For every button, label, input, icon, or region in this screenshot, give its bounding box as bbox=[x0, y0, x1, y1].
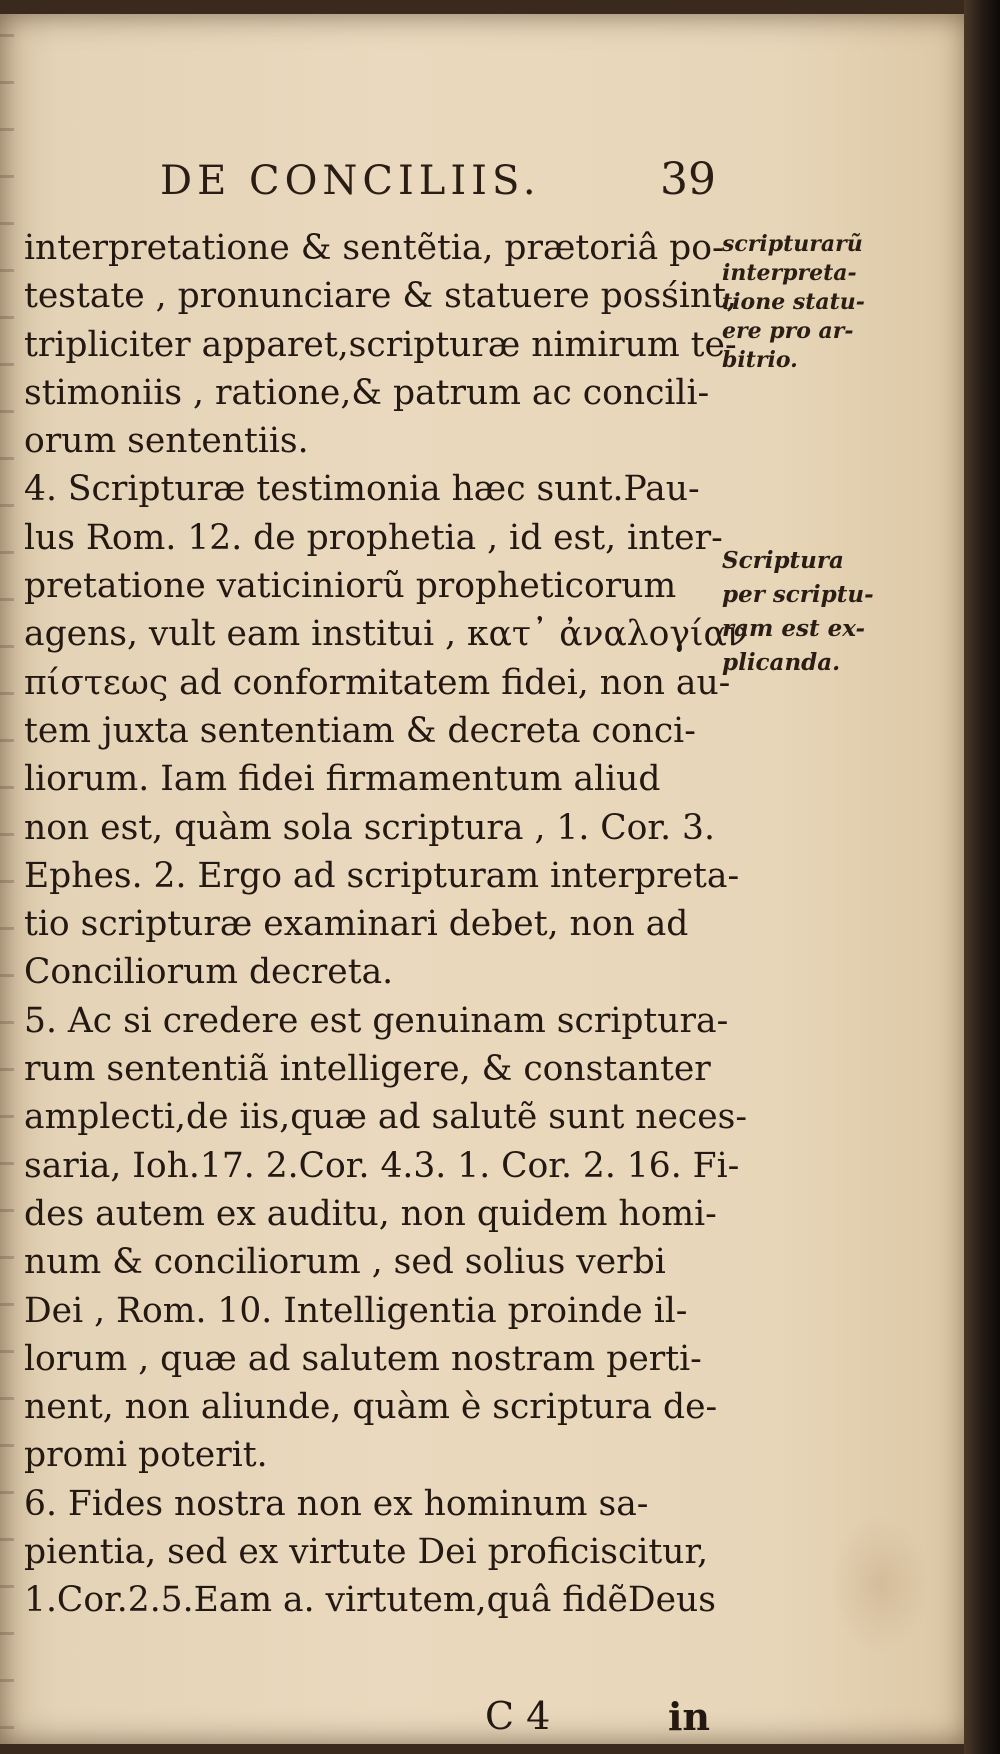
text-line: rum sententiã intelligere, & constanter bbox=[24, 1049, 711, 1090]
text-line: num & conciliorum , sed solius verbi bbox=[24, 1242, 666, 1283]
text-line: pientia, sed ex virtute Dei proficiscitur, bbox=[24, 1532, 709, 1573]
text-line: des autem ex auditu, non quidem homi- bbox=[24, 1193, 717, 1234]
paper-stain bbox=[830, 1514, 930, 1654]
margin-note-line: bitrio. bbox=[722, 347, 798, 373]
text-line: tripliciter apparet,scripturæ nimirum te- bbox=[24, 324, 737, 365]
margin-note-line: Scriptura bbox=[722, 547, 844, 574]
margin-note-line: interpreta- bbox=[722, 260, 857, 286]
book-edge bbox=[964, 0, 1000, 1754]
text-line: interpretatione & sentẽtia, prætoriâ po- bbox=[24, 228, 724, 268]
text-line: Dei , Rom. 10. Intelligentia proinde il- bbox=[24, 1290, 688, 1331]
text-line: tio scripturæ examinari debet, non ad bbox=[24, 904, 689, 945]
text-line: nent, non aliunde, quàm è scriptura de- bbox=[24, 1387, 718, 1428]
text-line: agens, vult eam institui , κατ᾽ ἀναλογίαν bbox=[24, 614, 748, 655]
text-line: liorum. Iam fidei firmamentum aliud bbox=[24, 759, 661, 800]
margin-note-line: scripturarũ bbox=[722, 231, 863, 257]
text-line: Conciliorum decreta. bbox=[24, 952, 394, 993]
main-text bbox=[24, 224, 748, 1625]
page-number: 39 bbox=[660, 154, 716, 205]
margin-note-line: plicanda. bbox=[722, 649, 841, 676]
text-line: tem juxta sententiam & decreta conci- bbox=[24, 710, 696, 751]
text-line: 5. Ac si credere est genuinam scriptura- bbox=[24, 1000, 729, 1041]
text-line: promi poterit. bbox=[24, 1435, 268, 1476]
running-head: DE CONCILIIS. bbox=[160, 158, 541, 204]
margin-note-interpretation bbox=[722, 230, 872, 375]
text-line: 4. Scripturæ testimonia hæc sunt.Pau- bbox=[24, 469, 700, 510]
text-line: 6. Fides nostra non ex hominum sa- bbox=[24, 1483, 649, 1524]
text-line: πίστεως ad conformitatem fidei, non au- bbox=[24, 662, 731, 703]
text-line: stimoniis , ratione,& patrum ac concili- bbox=[24, 372, 710, 413]
text-line: amplecti,de iis,quæ ad salutẽ sunt neces- bbox=[24, 1097, 748, 1138]
page-footer bbox=[0, 1694, 968, 1754]
book-page bbox=[0, 14, 968, 1744]
page-gutter bbox=[0, 34, 14, 1754]
text-line: Ephes. 2. Ergo ad scripturam interpreta- bbox=[24, 855, 740, 896]
text-line: 1.Cor.2.5.Eam a. virtutem,quâ fidẽDeus bbox=[24, 1580, 716, 1621]
text-line: saria, Ioh.17. 2.Cor. 4.3. 1. Cor. 2. 16. Fi- bbox=[24, 1145, 740, 1186]
text-line: pretatione vaticiniorũ propheticorum bbox=[24, 566, 677, 607]
text-line: non est, quàm sola scriptura , 1. Cor. 3. bbox=[24, 807, 715, 848]
catchword: in bbox=[668, 1694, 711, 1739]
margin-note-line: ere pro ar- bbox=[722, 318, 854, 344]
text-line: orum sententiis. bbox=[24, 421, 309, 462]
margin-note-line: ram est ex- bbox=[722, 615, 866, 642]
signature-mark: C 4 bbox=[485, 1694, 551, 1738]
margin-note-line: per scriptu- bbox=[722, 581, 874, 608]
margin-note-line: tione statu- bbox=[722, 289, 865, 315]
text-line: lus Rom. 12. de prophetia , id est, inter- bbox=[24, 517, 723, 558]
text-line: testate , pronunciare & statuere posśint, bbox=[24, 276, 737, 317]
text-line: lorum , quæ ad salutem nostram perti- bbox=[24, 1338, 702, 1379]
margin-note-scripture bbox=[722, 544, 872, 680]
page-header bbox=[160, 154, 720, 214]
